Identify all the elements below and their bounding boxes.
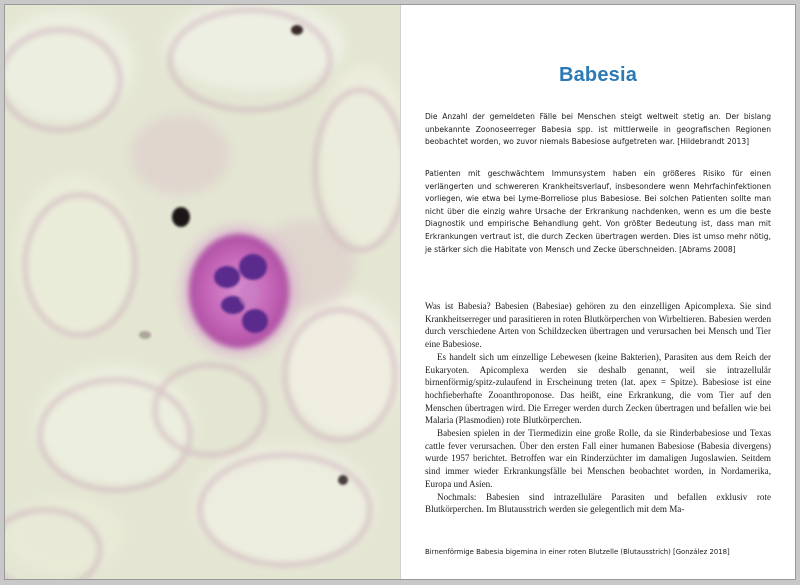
babesia-micrograph-image	[5, 5, 400, 579]
text-page	[401, 5, 795, 579]
micrograph-blood-smear	[5, 5, 400, 579]
page-title: Babesia	[558, 64, 638, 86]
body-paragraph-1: Was ist Babesia? Babesien (Babesiae) gehören zu den einzelligen Apicomplexa. Sie sind Krankheitserreger und parasitieren in roten Blutkörperchen von Wirbeltieren. Babesien werden durch verschiedene Arten von Schildzecken übertragen und verursachen bei Mensch und Tier eine Babesiose.	[425, 301, 771, 350]
book-spread	[4, 4, 796, 580]
body-paragraph-4: Nochmals: Babesien sind intrazelluläre Parasiten und befallen exklusiv rote Blutkörperchen. Im Blutausstrich werden sie gelegentlich mit dem Ma-	[425, 491, 771, 515]
intro-quote-hildebrandt: Die Anzahl der gemeldeten Fälle bei Menschen steigt weltweit stetig an. Der bislang unbekannte Zoonoseerreger Babesia spp. ist mittlerweile in geografischen Regionen beobachtet worden, wo zuvor niemals Babesiose aufgetreten war. [Hildebrandt 2013]	[425, 112, 771, 147]
body-paragraph-3: Babesien spielen in der Tiermedizin eine große Rolle, da sie Rinderbabesiose und Texas cattle fever verursachen. Über den ersten Fall einer humanen Babesiose (Babesia divergens) wurde 1957 berichtet. Betroffen war ein Rinderzüchter im damaligen Jugoslawien. Seitdem sind immer wieder Erkrankungsfälle bei Menschen beobachtet worden, in Nordamerika, Europa und Asien.	[425, 428, 771, 489]
intro-quote-abrams: Patienten mit geschwächtem Immunsystem haben ein größeres Risiko für einen verlängerten und schwereren Krankheitsverlauf, insbesondere wenn Mehrfachinfektionen vorliegen, wie etwa bei Lyme-Borreliose plus Babesiose. Bei solchen Patienten sollte man nicht über die einzig wahre Ursache der Erkrankung nachdenken, wenn es um die beste Diagnostik und empirische Behandlung geht. Von größter Bedeutung ist, dass man mit Erkrankungen vertraut ist, die durch Zecken übertragen werden. Dies ist umso mehr nötig, je stärker sich die Habitate von Mensch und Zecke überschneiden. [Abrams 2008]	[425, 169, 771, 254]
image-caption: Birnenförmige Babesia bigemina in einer roten Blutzelle (Blutausstrich) [González 2018]	[425, 548, 730, 556]
body-paragraph-2: Es handelt sich um einzellige Lebewesen (keine Bakterien), Parasiten aus dem Reich der Eukaryoten. Apicomplexa werden sie deshalb genannt, weil sie intrazellulär birnenförmig/spitz-zulaufend in Erscheinung treten (lat. apex = Spitze). Babesiose ist eine hochfieberhafte Zooanthroponose. Das heißt, eine Erkrankung, die vom Tier auf den Menschen übertragen wird. Die Erreger werden durch Zecken übertragen und befallen wie bei Malaria (Plasmodien) rote Blutkörperchen.	[425, 351, 771, 426]
body-text	[425, 300, 771, 516]
